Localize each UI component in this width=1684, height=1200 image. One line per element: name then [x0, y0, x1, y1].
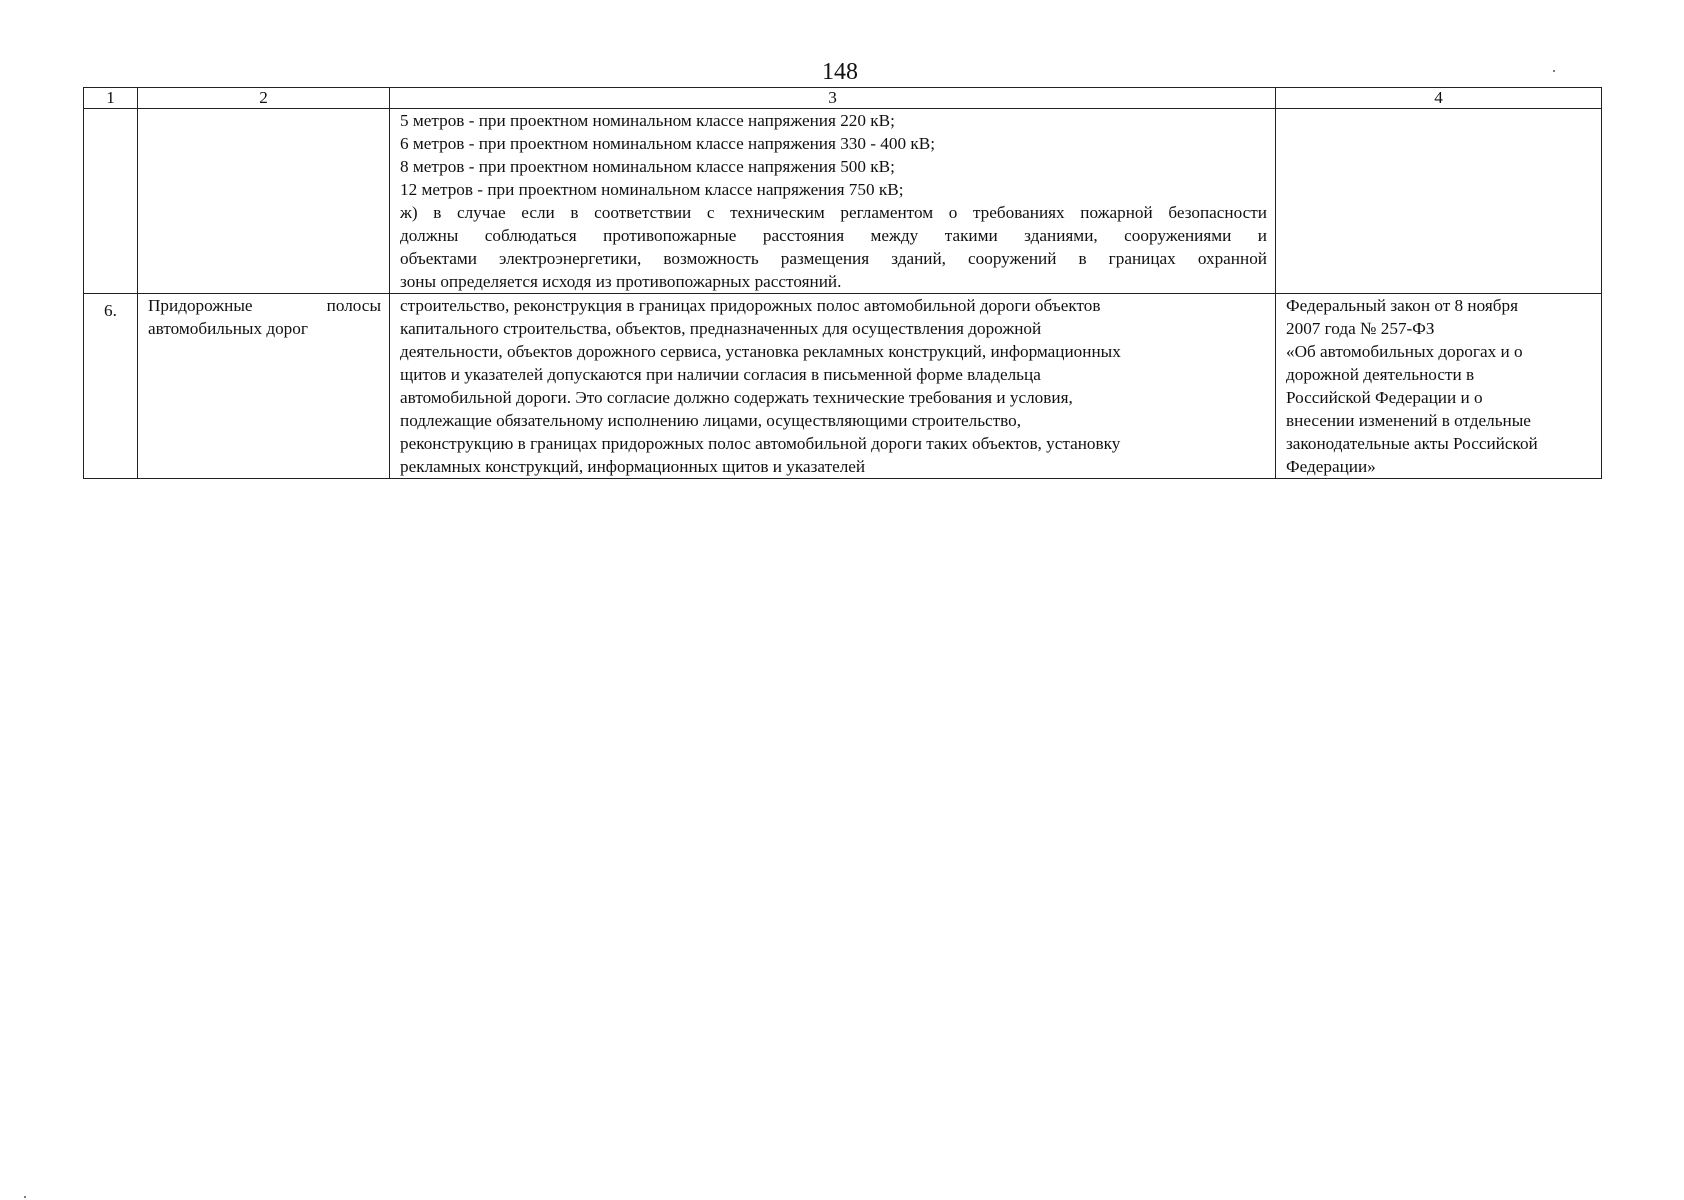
legal-basis-line: 2007 года № 257-ФЗ: [1286, 319, 1435, 338]
legal-basis-line: внесении изменений в отдельные: [1286, 411, 1531, 430]
restriction-line: рекламных конструкций, информационных щитов и указателей: [400, 457, 866, 476]
restriction-line: 6 метров - при проектном номинальном классе напряжения 330 - 400 кВ;: [400, 134, 935, 153]
row-number: 6.: [84, 294, 138, 479]
zone-name-line: автомобильных дорог: [148, 319, 308, 338]
restriction-line: реконструкцию в границах придорожных полос автомобильной дороги таких объектов, установку: [400, 434, 1121, 453]
legal-basis-line: дорожной деятельности в: [1286, 365, 1475, 384]
column-header-1: 1: [84, 88, 138, 109]
restriction-line: щитов и указателей допускаются при наличии согласия в письменной форме владельца: [400, 365, 1041, 384]
table-row: [84, 109, 1602, 294]
legal-basis-line: «Об автомобильных дорогах и о: [1286, 342, 1523, 361]
restriction-line: зоны определяется исходя из противопожарных расстояний.: [400, 272, 842, 291]
restriction-line: 8 метров - при проектном номинальном классе напряжения 500 кВ;: [400, 157, 895, 176]
restriction-line: объектами электроэнергетики, возможность размещения зданий, сооружений в границах охранной: [400, 249, 1267, 268]
table-row: [84, 294, 1602, 479]
restriction-line: ж) в случае если в соответствии с техническим регламентом о требованиях пожарной безопасности: [400, 203, 1267, 222]
legal-basis-cell: [1276, 294, 1602, 479]
zone-name-cell: [138, 109, 390, 294]
column-header-4: 4: [1276, 88, 1602, 109]
column-header-2: 2: [138, 88, 390, 109]
zone-name-cell: [138, 294, 390, 479]
page-number: 148: [822, 59, 858, 85]
restriction-line: деятельности, объектов дорожного сервиса, установка рекламных конструкций, информационных: [400, 342, 1121, 361]
legal-basis-line: Российской Федерации и о: [1286, 388, 1483, 407]
restriction-line: автомобильной дороги. Это согласие должно содержать технические требования и условия,: [400, 388, 1073, 407]
restriction-line: капитального строительства, объектов, предназначенных для осуществления дорожной: [400, 319, 1042, 338]
regulation-table: [83, 87, 1602, 479]
restriction-line: строительство, реконструкция в границах придорожных полос автомобильной дороги объектов: [400, 296, 1101, 315]
legal-basis-cell: [1276, 109, 1602, 294]
restriction-line: подлежащие обязательному исполнению лицами, осуществляющими строительство,: [400, 411, 1022, 430]
legal-basis-line: законодательные акты Российской: [1286, 434, 1538, 453]
legal-basis-line: Федеральный закон от 8 ноября: [1286, 296, 1519, 315]
legal-basis-line: Федерации»: [1286, 457, 1376, 476]
restriction-line: 12 метров - при проектном номинальном классе напряжения 750 кВ;: [400, 180, 904, 199]
restrictions-cell: [390, 294, 1276, 479]
column-header-3: 3: [390, 88, 1276, 109]
scan-speck: [24, 1196, 26, 1198]
row-number: [84, 109, 138, 294]
table-header-row: [84, 88, 1602, 109]
restriction-line: должны соблюдаться противопожарные расстояния между такими зданиями, сооружениями и: [400, 226, 1267, 245]
zone-name-line: Придорожные полосы: [148, 296, 381, 315]
restrictions-cell: [390, 109, 1276, 294]
restriction-line: 5 метров - при проектном номинальном классе напряжения 220 кВ;: [400, 111, 895, 130]
scan-speck: [1553, 70, 1555, 72]
